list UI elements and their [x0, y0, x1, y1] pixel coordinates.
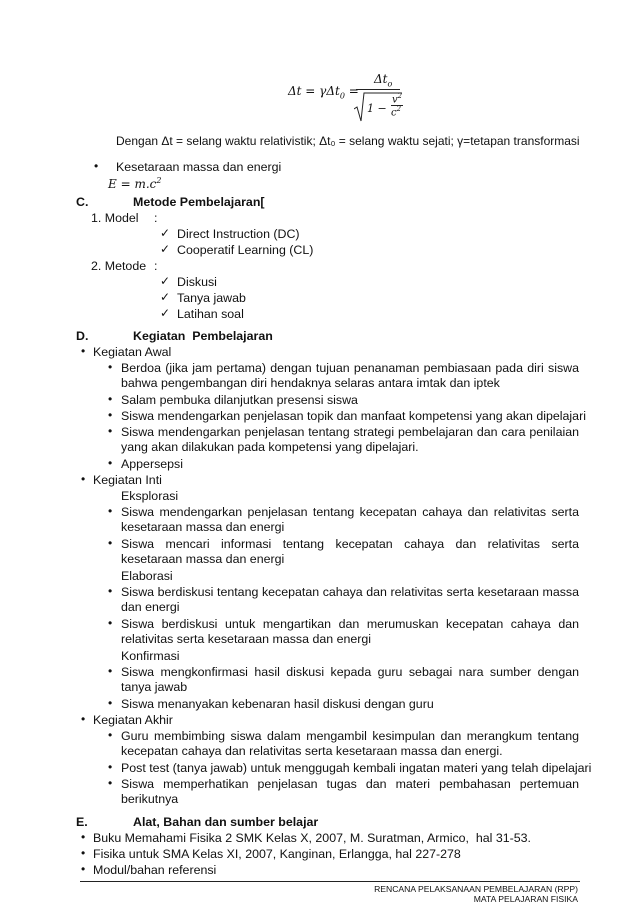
bullet-dot: •: [108, 728, 113, 742]
kegiatan-awal-heading: Kegiatan Awal: [93, 345, 172, 359]
bullet-dot: •: [108, 536, 113, 550]
bullet-dot: •: [108, 584, 113, 598]
formula-eq: =: [348, 84, 359, 98]
bullet-dot: •: [81, 830, 86, 844]
model-colon: :: [154, 211, 158, 225]
section-d-letter: D.: [76, 329, 89, 343]
fraction-bar: [356, 89, 400, 90]
metode-colon: :: [154, 259, 158, 273]
model-item: Cooperatif Learning (CL): [177, 243, 314, 257]
bullet-dot: •: [108, 696, 113, 710]
footer-divider: [80, 881, 580, 882]
konfirmasi-label: Konfirmasi: [121, 649, 180, 663]
sqrt-c: $c^2$: [391, 105, 402, 119]
akhir-item: Post test (tanya jawab) untuk menggugah kembali ingatan materi yang telah dipelajari: [121, 761, 592, 775]
bullet-dot: •: [108, 504, 113, 518]
bullet-dot: •: [108, 424, 113, 438]
bullet-dot: •: [81, 862, 86, 876]
elaborasi-item: Siswa berdiskusi untuk mengartikan dan merumuskan kecepatan cahaya dan relativitas serta kesetaraan massa dan energi: [121, 617, 579, 646]
mass-energy-formula: $E = m.c^2$: [108, 176, 162, 191]
bullet-dot: •: [108, 456, 113, 470]
bullet-dot: •: [108, 776, 113, 790]
sqrt-v: $v^2$: [392, 92, 403, 106]
eksplorasi-item: Siswa mencari informasi tentang kecepatan cahaya dan relativitas serta kesetaraan massa dan energi: [121, 537, 579, 566]
awal-item: Siswa mendengarkan penjelasan tentang strategi pembelajaran dan cara penilaian yang akan dilakukan pada kompetensi yang dipelajari.: [121, 425, 579, 454]
kegiatan-inti-heading: Kegiatan Inti: [93, 473, 162, 487]
check-icon: ✓: [160, 226, 171, 240]
sqrt-one-minus: 1 −: [367, 102, 387, 115]
eksplorasi-item: Siswa mendengarkan penjelasan tentang kecepatan cahaya dan relativitas serta kesetaraan massa dan energi: [121, 505, 579, 534]
formula-numerator-sub: o: [387, 79, 393, 89]
section-c-letter: C.: [76, 195, 89, 209]
bullet-dot: •: [81, 712, 86, 726]
metode-label: 2. Metode: [91, 259, 147, 273]
model-item: Direct Instruction (DC): [177, 227, 300, 241]
check-icon: ✓: [160, 242, 171, 256]
kegiatan-akhir-heading: Kegiatan Akhir: [93, 713, 173, 727]
section-e-letter: E.: [76, 815, 88, 829]
bullet-dot: •: [108, 392, 113, 406]
eksplorasi-label: Eksplorasi: [121, 489, 179, 503]
reference-item: Fisika untuk SMA Kelas XI, 2007, Kanginan, Erlangga, hal 227-278: [93, 847, 461, 861]
footer-text: [374, 884, 578, 904]
metode-item: Latihan soal: [177, 307, 244, 321]
section-d-title: Kegiatan Pembelajaran: [133, 329, 273, 343]
bullet-dot: •: [108, 616, 113, 630]
check-icon: ✓: [160, 274, 171, 288]
formula-numerator: Δt: [374, 72, 388, 86]
awal-item: Appersepsi: [121, 457, 183, 471]
footer-line-1: RENCANA PELAKSANAAN PEMBELAJARAN (RPP): [374, 884, 578, 894]
bullet-dot: •: [108, 360, 113, 374]
formula-lhs: Δt = γΔt: [288, 84, 340, 98]
bullet-dot: •: [108, 760, 113, 774]
akhir-item: Siswa memperhatikan penjelasan tugas dan materi pembahasan pertemuan berikutnya: [121, 777, 579, 806]
mass-energy-bullet: Kesetaraan massa dan energi: [116, 160, 282, 174]
footer-line-2: MATA PELAJARAN FISIKA: [473, 894, 578, 904]
section-e-title: Alat, Bahan dan sumber belajar: [133, 815, 319, 829]
metode-item: Diskusi: [177, 275, 217, 289]
bullet-dot: •: [94, 159, 99, 173]
reference-item: Buku Memahami Fisika 2 SMK Kelas X, 2007, M. Suratman, Armico, hal 31-53.: [93, 831, 531, 845]
definition-line: Dengan Δt = selang waktu relativistik; Δt₀ = selang waktu sejati; γ=tetapan transformasi: [116, 134, 580, 148]
bullet-dot: •: [108, 408, 113, 422]
elaborasi-item: Siswa berdiskusi tentang kecepatan cahaya dan relativitas serta kesetaraan massa dan energi: [121, 585, 579, 614]
akhir-item: Guru membimbing siswa dalam mengambil kesimpulan dan merangkum tentang kecepatan cahaya dan relativitas serta kesetaraan massa dan energi.: [121, 729, 579, 758]
reference-item: Modul/bahan referensi: [93, 863, 217, 877]
check-icon: ✓: [160, 290, 171, 304]
konfirmasi-item: Siswa menanyakan kebenaran hasil diskusi dengan guru: [121, 697, 434, 711]
konfirmasi-item: Siswa mengkonfirmasi hasil diskusi kepada guru sebagai nara sumber dengan tanya jawab: [121, 665, 579, 694]
check-icon: ✓: [160, 306, 171, 320]
awal-item: Berdoa (jika jam pertama) dengan tujuan penanaman pembiasaan pada diri siswa bahwa pengembangan diri hendaknya selaras antara imtak dan iptek: [121, 361, 579, 390]
awal-item: Salam pembuka dilanjutkan presensi siswa: [121, 393, 358, 407]
bullet-dot: •: [108, 664, 113, 678]
bullet-dot: •: [81, 472, 86, 486]
relativity-formula: [288, 72, 418, 122]
elaborasi-label: Elaborasi: [121, 569, 173, 583]
model-label: 1. Model: [91, 211, 139, 225]
section-c-title: Metode Pembelajaran[: [133, 195, 265, 209]
bullet-dot: •: [81, 846, 86, 860]
bullet-dot: •: [81, 344, 86, 358]
metode-item: Tanya jawab: [177, 291, 246, 305]
formula-sub: 0: [339, 91, 345, 101]
awal-item: Siswa mendengarkan penjelasan topik dan manfaat kompetensi yang akan dipelajari: [121, 409, 586, 423]
